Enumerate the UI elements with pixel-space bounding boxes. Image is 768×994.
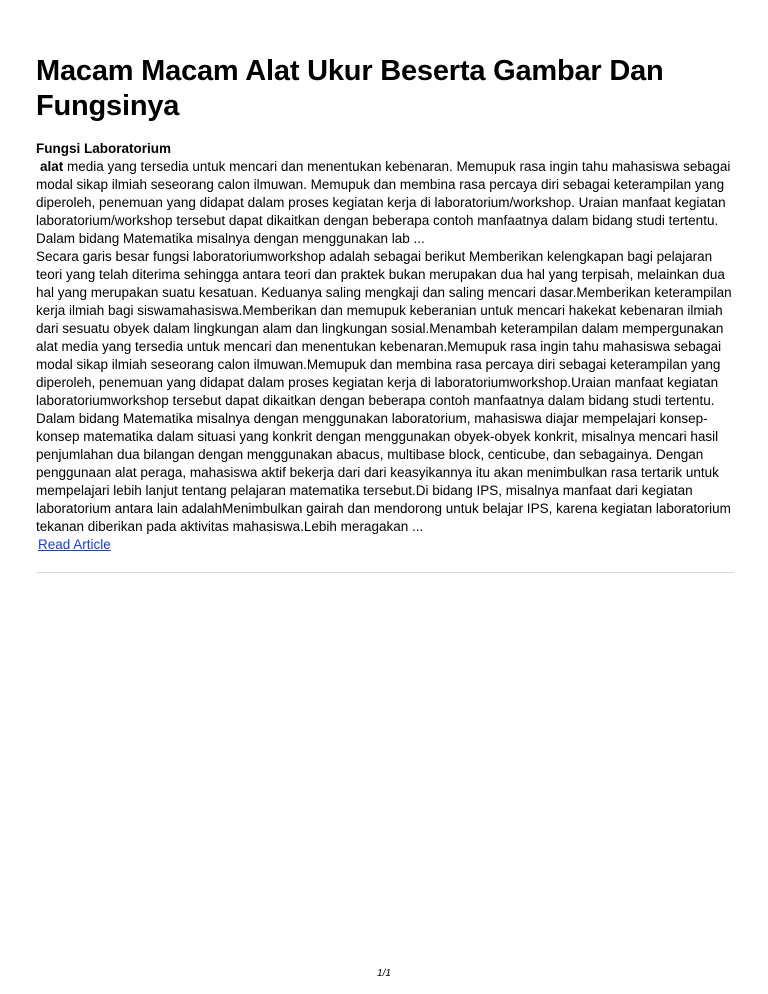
section-heading: Fungsi Laboratorium	[36, 141, 171, 156]
content-divider	[36, 572, 734, 573]
paragraph-main: Secara garis besar fungsi laboratoriumworkshop adalah sebagai berikut Memberikan kelengkapan bagi pelajaran teori yang telah diterima sehingga antara teori dan praktek bukan merupakan dua hal yang terpisah, melainkan dua hal yang merupakan suatu kesatuan. Keduanya saling mengkaji dan saling mencari dasar.Memberikan keterampilan kerja ilmiah bagi siswamahasiswa.Memberikan dan memupuk keberanian untuk mencari hakekat kebenaran ilmiah dari sesuatu obyek dalam lingkungan alam dan lingkungan sosial.Menambah keterampilan dalam mempergunakan alat media yang tersedia untuk mencari dan menentukan kebenaran.Memupuk rasa ingin tahu mahasiswa sebagai modal sikap ilmiah seseorang calon ilmuwan.Memupuk dan membina rasa percaya diri sebagai keterampilan yang diperoleh, penemuan yang didapat dalam proses kegiatan kerja di laboratoriumworkshop.Uraian manfaat kegiatan laboratoriumworkshop tersebut dapat dikaitkan dengan beberapa contoh manfaatnya dalam bidang studi tertentu. Dalam bidang Matematika misalnya dengan menggunakan laboratorium, mahasiswa diajar mempelajari konsep-konsep matematika dalam situasi yang konkrit dengan menggunakan obyek-obyek konkrit, misalnya mencari hasil penjumlahan dua bilangan dengan menggunakan abacus, multibase block, centicube, dan sebagainya. Dengan penggunaan alat peraga, mahasiswa aktif bekerja dari dari keasyikannya itu akan menimbulkan rasa tertarik untuk mempelajari lebih lanjut tentang pelajaran matematika tersebut.Di bidang IPS, misalnya manfaat dari kegiatan laboratorium antara lain adalahMenimbulkan gairah dan mendorong untuk belajar IPS, karena kegiatan laboratorium tekanan diberikan pada aktivitas mahasiswa.Lebih meragakan ...	[36, 249, 732, 534]
document-page	[36, 0, 736, 554]
paragraph-intro-text: media yang tersedia untuk mencari dan menentukan kebenaran. Memupuk rasa ingin tahu mahasiswa sebagai modal sikap ilmiah seseorang calon ilmuwan. Memupuk dan membina rasa percaya diri sebagai keterampilan yang diperoleh, penemuan yang didapat dalam proses kegiatan kerja di laboratorium/workshop. Uraian manfaat kegiatan laboratorium/workshop tersebut dapat dikaitkan dengan beberapa contoh manfaatnya dalam bidang studi tertentu. Dalam bidang Matematika misalnya dengan menggunakan lab ...	[36, 159, 731, 246]
page-number: 1/1	[377, 968, 391, 979]
keyword-highlight: alat	[40, 159, 64, 174]
paragraph-intro	[36, 158, 736, 248]
document-title: Macam Macam Alat Ukur Beserta Gambar Dan Fungsinya	[36, 55, 664, 122]
read-article-link[interactable]: Read Article	[38, 537, 111, 552]
